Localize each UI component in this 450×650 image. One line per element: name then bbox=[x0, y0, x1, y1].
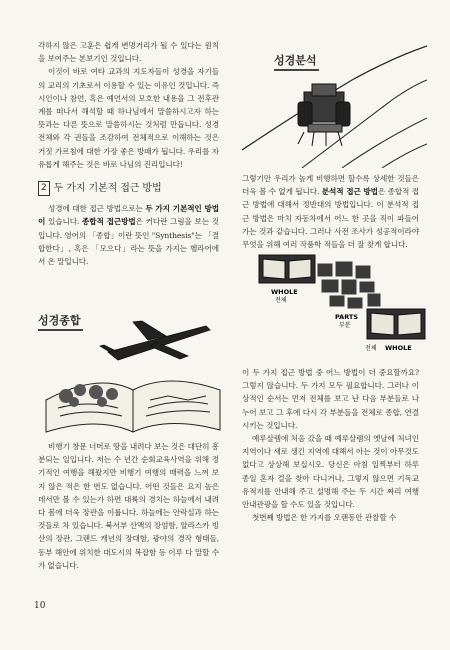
section-title: 두 가지 기본적 접근 방법 bbox=[53, 183, 162, 195]
whole-parts-whole-diagram bbox=[255, 253, 430, 358]
paragraph bbox=[242, 172, 419, 251]
books-puzzle-illustration bbox=[255, 253, 430, 358]
whole-korean-label: 전체 bbox=[365, 345, 377, 352]
figure-caption: 성경종합 bbox=[38, 312, 83, 331]
analysis-illustration bbox=[242, 40, 427, 168]
bold-term: 두 가지 기본적인 방법이 bbox=[38, 204, 219, 227]
bold-term: 분석적 접근 방법 bbox=[321, 187, 378, 197]
puzzle-pieces-icon bbox=[317, 261, 381, 309]
book-icon bbox=[259, 255, 315, 283]
page-number: 10 bbox=[34, 601, 46, 611]
text-run: 은 종합적 접근 방법에 대해서 정반대의 방법입니다. 이 분석적 접근 방법은 마치 자동차에서 어느 한 곳을 직이 파들어 가는 것과 같습니다. 그러나 사전 조사가 성공적이라야 무엇을 위해 여러 작품학 적들을 더 잘 찾게 합니다. bbox=[242, 187, 419, 250]
paragraph bbox=[38, 202, 219, 268]
section-heading bbox=[38, 181, 219, 196]
paragraph: 첫번째 방법은 한 가지를 오랜동안 관찰할 수 bbox=[252, 513, 397, 523]
text-run: 성경에 대한 접근 방법으로는 bbox=[48, 204, 146, 214]
airplane-icon bbox=[100, 321, 210, 360]
right-column bbox=[242, 172, 419, 251]
synthesis-illustration bbox=[38, 312, 223, 434]
left-column-lower bbox=[38, 440, 219, 572]
parts-label: PARTS bbox=[335, 313, 359, 321]
paragraph: 이 두 가지 접근 방법 중 어느 방법이 더 중요할까요? 그렇지 않습니다. 두 가지 모두 필요합니다. 그러나 이상적인 순서는 먼저 전체를 보고 난 다음 부분들로 나누어 보고 그 후에 다시 각 부분들을 전체로 종합, 연결시키는 것입니다. bbox=[242, 368, 419, 430]
figure-caption: 성경분석 bbox=[274, 52, 319, 71]
left-column bbox=[38, 39, 219, 268]
whole-label: WHOLE bbox=[385, 344, 412, 352]
bold-term: 종합적 접근방법 bbox=[82, 217, 136, 227]
parts-korean-label: 부분 bbox=[339, 322, 351, 329]
right-column-lower bbox=[242, 366, 419, 524]
whole-label: WHOLE bbox=[271, 288, 298, 296]
paragraph: 각하지 않은 고훈은 쉽게 변명거리가 될 수 있다는 원칙을 보여주는 본보기인 것입니다. bbox=[38, 41, 219, 64]
whole-korean-label: 전체 bbox=[275, 297, 287, 304]
text-run: 있습니다. bbox=[45, 217, 82, 227]
paragraph: 예루살렘에 처음 갔을 때 예루살렘의 옛날에 처녀인 지역이나 새로 생긴 지역에 대해서 아는 것이 아무것도 없다고 상상해 보십시오. 당신은 아침 일찍부터 하루 종일 혼자 걸을 찾아 다니거나, 그렇지 않으면 기독교 유적지를 안내해 주고 설명해 주는 두 시간 짜리 여행 안내관광을 할 수도 있을 것입니다. bbox=[242, 434, 419, 510]
paragraph: 이것이 바로 여타 교과의 지도자들이 성경을 자기들의 교리의 기초로서 이용할 수 있는 이유인 것입니다. 즉 시인이나 참언, 혹은 예언서의 모호한 내용을 그 전후관계를 떠나서 해석할 때 하나님에서 말씀하시고자 하는 뜻과는 다른 뜻으로 말씀하시는 것처럼 만듭니다. 성경 전체와 각 권들을 조감하여 전체적으로 이해하는 것은 거짓 가르침에 대한 가장 좋은 방패가 됩니다. 우리를 자유롭게 해주는 것은 바로 나님의 진리입니다! bbox=[38, 67, 219, 169]
tractor-icon bbox=[298, 84, 350, 146]
book-icon bbox=[367, 309, 425, 339]
tractor-plowing-illustration bbox=[242, 40, 427, 168]
text-run: 그렇기만 우리가 높게 비행하면 할수록 상세한 것들은 더욱 볼 수 없게 됩니다. bbox=[242, 174, 419, 197]
section-number: 2 bbox=[38, 181, 50, 196]
paragraph: 비행기 창문 너머로 땅을 내려다 보는 것은 대단히 흥분되는 일입니다. 저는 수 년간 순회교육사역을 위해 정기적인 여행을 해왔지만 비행기 여행의 매력을 느껴 보지 않은 적은 한 번도 없습니다. 어떤 것들은 요지 높은 데서만 볼 수 있는가 하면 대륙의 경치는 하늘에서 내려다 봄에 더욱 장관을 이룹니다. 하늘에는 안락실과 하는 것들로 차 있습니다. 북서부 산맥의 장엄함, 알라스카 빙산의 장관, 그랜드 캐년의 장대함, 광야의 경작 형태들, 동부 해안에 위치한 대도시의 복잡함 등 이루 다 말할 수가 없습니다. bbox=[38, 442, 219, 570]
text-run: 은 커다란 그림을 보는 것입니다. 영어의 「종합」이란 뜻인 "Synthesis"는 「결합한다」, 혹은 「모으다」라는 뜻을 가지는 헬라어에서 온 말입니다. bbox=[38, 217, 219, 267]
